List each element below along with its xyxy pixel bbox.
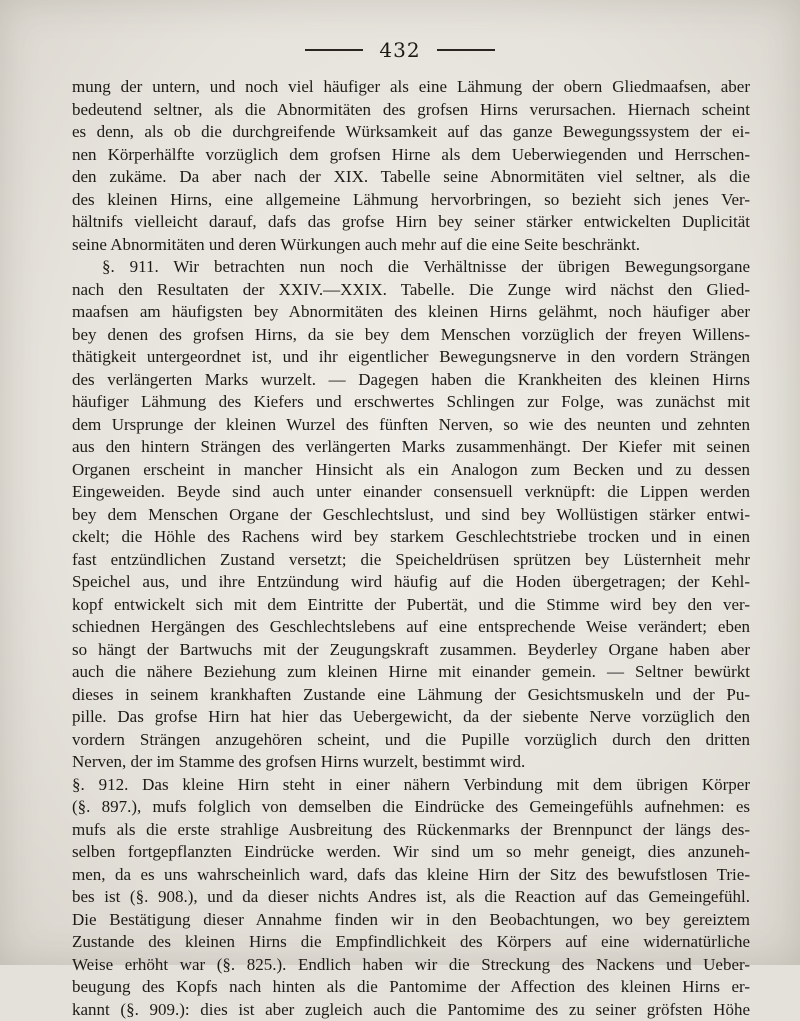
- text-line: es denn, als ob die durchgreifende Würksamkeit auf das ganze Bewegungssystem der ei-: [72, 121, 750, 144]
- text-line: kopf entwickelt sich mit dem Eintritte der Pubertät, und die Stimme wird bey den ver-: [72, 594, 750, 617]
- text-line: bedeutend seltner, als die Abnormitäten des grofsen Hirns verursachen. Hiernach scheint: [72, 99, 750, 122]
- text-line: Organen erscheint in mancher Hinsicht als ein Analogon zum Becken und zu dessen: [72, 459, 750, 482]
- text-line: pille. Das grofse Hirn hat hier das Uebergewicht, da der siebente Nerve vorzüglich den: [72, 706, 750, 729]
- text-line: seine Abnormitäten und deren Würkungen auch mehr auf die eine Seite beschränkt.: [72, 234, 750, 257]
- text-line: dieses in seinem krankhaften Zustande eine Lähmung der Gesichtsmuskeln und der Pu-: [72, 684, 750, 707]
- text-line: so hängt der Bartwuchs mit der Zeugungskraft zusammen. Beyderley Organe haben aber: [72, 639, 750, 662]
- page-header: [0, 38, 800, 62]
- text-line: nach den Resultaten der XXIV.—XXIX. Tabelle. Die Zunge wird nächst den Glied-: [72, 279, 750, 302]
- text-line: des kleinen Hirns, eine allgemeine Lähmung hervorbringen, so bezieht sich jenes Ver-: [72, 189, 750, 212]
- text-line: selben fortgepflanzten Eindrücke werden. Wir sind um so mehr geneigt, dies anzuneh-: [72, 841, 750, 864]
- text-line: mung der untern, und noch viel häufiger als eine Lähmung der obern Gliedmaafsen, aber: [72, 76, 750, 99]
- text-line: Weise erhöht war (§. 825.). Endlich haben wir die Streckung des Nackens und Ueber-: [72, 954, 750, 977]
- text-line: Nerven, der im Stamme des grofsen Hirns wurzelt, bestimmt wird.: [72, 751, 750, 774]
- text-line: vordern Strängen anzugehören scheint, und die Pupille vorzüglich durch den dritten: [72, 729, 750, 752]
- text-line: bey denen des grofsen Hirns, da sie bey dem Menschen vorzüglich der freyen Willens-: [72, 324, 750, 347]
- text-line: bes ist (§. 908.), und da dieser nichts Andres ist, als die Reaction auf das Gemeingefühl.: [72, 886, 750, 909]
- text-line: Eingeweiden. Beyde sind auch unter einander consensuell verknüpft: die Lippen werden: [72, 481, 750, 504]
- text-line: aus den hintern Strängen des verlängerten Marks zusammenhängt. Der Kiefer mit seinen: [72, 436, 750, 459]
- section-912-start: §. 912. Das kleine Hirn steht in einer nähern Verbindung mit dem übrigen Körper: [72, 774, 750, 797]
- text-line: ckelt; die Höhle des Rachens wird bey starkem Geschlechtstriebe trocken und in einen: [72, 526, 750, 549]
- text-line: des verlängerten Marks wurzelt. — Dagegen haben die Krankheiten des kleinen Hirns: [72, 369, 750, 392]
- header-rule-left: [305, 49, 363, 51]
- text-line: nen Körperhälfte vorzüglich dem grofsen Hirne als dem Ueberwiegenden und Herrschen-: [72, 144, 750, 167]
- text-line: kannt (§. 909.): dies ist aber zugleich auch die Pantomime des zu seiner gröfsten Höhe: [72, 999, 750, 1021]
- text-line: fast entzündlichen Zustand versetzt; die Speicheldrüsen sprützen bey Lüsternheit mehr: [72, 549, 750, 572]
- header-rule-right: [437, 49, 495, 51]
- text-line: beugung des Kopfs nach hinten als die Pantomime der Affection des kleinen Hirns er-: [72, 976, 750, 999]
- text-line: auch die nähere Beziehung zum kleinen Hirne mit einander gemein. — Seltner bewürkt: [72, 661, 750, 684]
- page-number: 432: [379, 38, 420, 62]
- text-line: mufs als die erste strahlige Ausbreitung des Rückenmarks der Brennpunct der längs des-: [72, 819, 750, 842]
- text-line: (§. 897.), mufs folglich von demselben die Eindrücke des Gemeingefühls aufnehmen: es: [72, 796, 750, 819]
- text-line: thätigkeit untergeordnet ist, und ihr eigentlicher Bewegungsnerve in den vordern Strängen: [72, 346, 750, 369]
- text-line: dem Ursprunge der kleinen Wurzel des fünften Nerven, so wie des neunten und zehnten: [72, 414, 750, 437]
- text-line: den zukäme. Da aber nach der XIX. Tabelle seine Abnormitäten viel seltner, als die: [72, 166, 750, 189]
- text-line: Speichel aus, und ihre Entzündung wird häufig auf die Hoden übergetragen; der Kehl-: [72, 571, 750, 594]
- text-line: maafsen am häufigsten bey Abnormitäten des kleinen Hirns gelähmt, noch häufiger aber: [72, 301, 750, 324]
- text-line: Zustande des kleinen Hirns die Empfindlichkeit des Körpers auf eine widernatürliche: [72, 931, 750, 954]
- text-line: schiednen Hergängen des Geschlechtslebens auf eine entsprechende Weise verändert; eben: [72, 616, 750, 639]
- text-line: häufiger Lähmung des Kiefers und erschwertes Schlingen zur Folge, was zunächst mit: [72, 391, 750, 414]
- text-line: bey dem Menschen Organe der Geschlechtslust, und sind bey Wollüstigen stärker entwi-: [72, 504, 750, 527]
- section-911-start: §. 911. Wir betrachten nun noch die Verhältnisse der übrigen Bewegungsorgane: [72, 256, 750, 279]
- text-line: Die Bestätigung dieser Annahme finden wir in den Beobachtungen, wo bey gereiztem: [72, 909, 750, 932]
- text-line: hältnifs vielleicht darauf, dafs das grofse Hirn bey seiner stärker entwickelten Duplicität: [72, 211, 750, 234]
- body-text: [72, 76, 750, 1021]
- text-line: men, da es uns wahrscheinlich ward, dafs das kleine Hirn der Sitz des bewufstlosen Trie-: [72, 864, 750, 887]
